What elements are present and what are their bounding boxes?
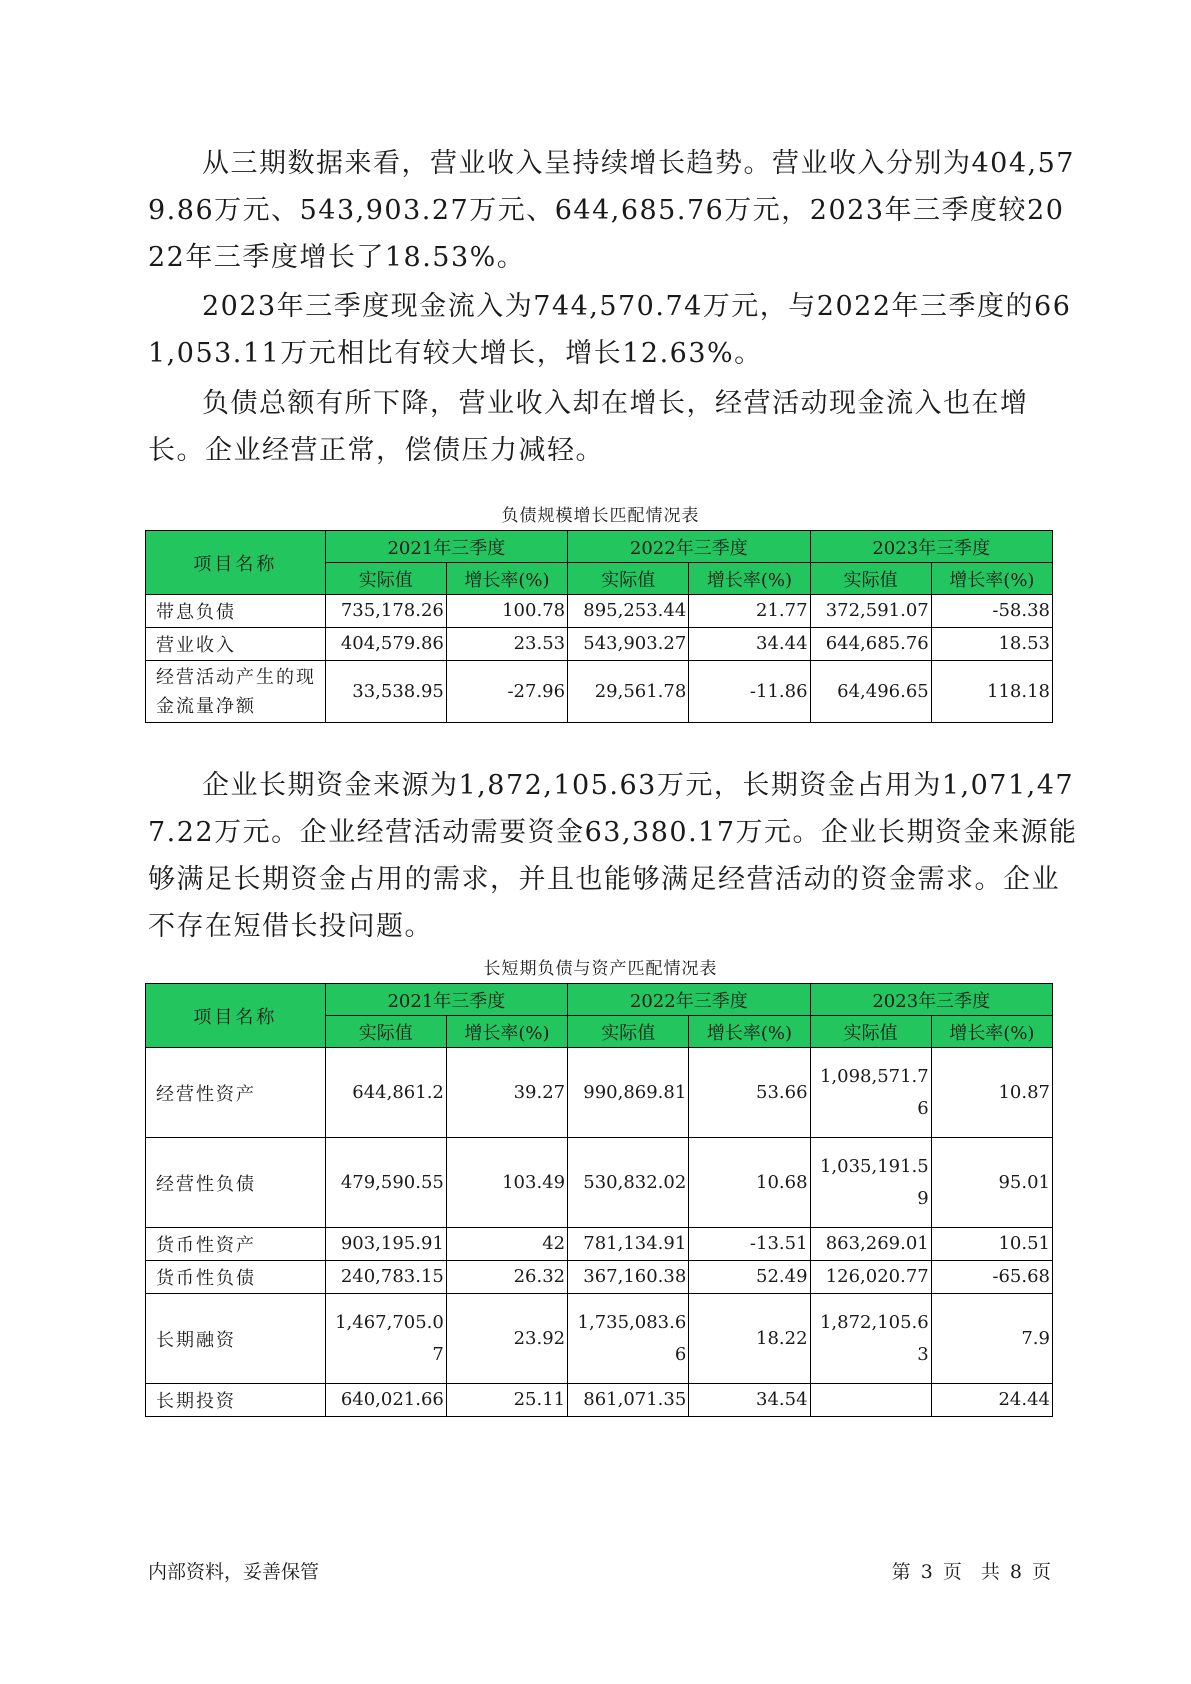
table-row [146,661,1053,723]
table-row [146,1261,1053,1294]
cell-value: 25.11 [446,1384,567,1417]
cell-value: -11.86 [689,661,810,723]
row-name: 带息负债 [146,595,326,628]
header-item-name: 项目名称 [146,531,326,595]
paragraph-debt: 负债总额有所下降，营业收入却在增长，经营活动现金流入也在增长。企业经营正常，偿债压力减轻。 [148,388,1029,466]
cell-value: 861,071.35 [568,1384,689,1417]
row-name: 长期融资 [146,1294,326,1384]
footer-page-number: 第 3 页 共 8 页 [891,1561,1051,1583]
cell-value: 895,253.44 [568,595,689,628]
cell-value: 990,869.81 [568,1048,689,1138]
cell-value: 644,685.76 [810,628,931,661]
cell-value: 100.78 [446,595,567,628]
header-actual: 实际值 [810,1016,931,1048]
cell-value: 1,098,571.76 [810,1048,931,1138]
table-row [146,1138,1053,1228]
cell-value: -13.51 [689,1228,810,1261]
cell-value: 372,591.07 [810,595,931,628]
cell-value: 29,561.78 [568,661,689,723]
cell-value: 479,590.55 [325,1138,446,1228]
header-period-2023: 2023年三季度 [810,984,1052,1016]
header-growth: 增长率(%) [931,563,1052,595]
footer-confidential-note: 内部资料，妥善保管 [148,1561,320,1583]
cell-value: 781,134.91 [568,1228,689,1261]
cell-value: 863,269.01 [810,1228,931,1261]
debt-growth-table [145,530,1053,723]
cell-value: 640,021.66 [325,1384,446,1417]
asset-liability-match-table [145,983,1053,1417]
row-name: 货币性负债 [146,1261,326,1294]
row-name: 经营性负债 [146,1138,326,1228]
cell-value: 1,035,191.59 [810,1138,931,1228]
cell-value [810,1384,931,1417]
header-growth: 增长率(%) [689,563,810,595]
cell-value: 118.18 [931,661,1052,723]
cell-value: 735,178.26 [325,595,446,628]
cell-value: 903,195.91 [325,1228,446,1261]
table-row [146,1294,1053,1384]
table-row [146,1228,1053,1261]
cell-value: 53.66 [689,1048,810,1138]
row-name: 营业收入 [146,628,326,661]
header-period-2022: 2022年三季度 [568,984,810,1016]
cell-value: 543,903.27 [568,628,689,661]
header-growth: 增长率(%) [446,563,567,595]
header-period-2023: 2023年三季度 [810,531,1052,563]
cell-value: 1,467,705.07 [325,1294,446,1384]
table-row [146,1048,1053,1138]
cell-value: 52.49 [689,1261,810,1294]
cell-value: 10.87 [931,1048,1052,1138]
cell-value: 23.53 [446,628,567,661]
header-growth: 增长率(%) [446,1016,567,1048]
cell-value: 42 [446,1228,567,1261]
header-actual: 实际值 [325,1016,446,1048]
cell-value: -27.96 [446,661,567,723]
cell-value: 1,735,083.66 [568,1294,689,1384]
cell-value: 103.49 [446,1138,567,1228]
header-period-2021: 2021年三季度 [325,984,567,1016]
header-period-2022: 2022年三季度 [568,531,810,563]
cell-value: 24.44 [931,1384,1052,1417]
cell-value: 34.54 [689,1384,810,1417]
header-actual: 实际值 [568,1016,689,1048]
table-row [146,1384,1053,1417]
header-period-2021: 2021年三季度 [325,531,567,563]
header-actual: 实际值 [810,563,931,595]
cell-value: 10.68 [689,1138,810,1228]
paragraph-revenue: 从三期数据来看，营业收入呈持续增长趋势。营业收入分别为404,579.86万元、543,903.27万元、644,685.76万元，2023年三季度较2022年三季度增长了18.53%。 [148,148,1075,273]
cell-value: 18.22 [689,1294,810,1384]
cell-value: 23.92 [446,1294,567,1384]
cell-value: 530,832.02 [568,1138,689,1228]
cell-value: -65.68 [931,1261,1052,1294]
table-row [146,595,1053,628]
row-name: 长期投资 [146,1384,326,1417]
paragraph-cash-inflow: 2023年三季度现金流入为744,570.74万元，与2022年三季度的661,053.11万元相比有较大增长，增长12.63%。 [148,291,1072,369]
cell-value: 18.53 [931,628,1052,661]
cell-value: 26.32 [446,1261,567,1294]
paragraph-long-term-funds: 企业长期资金来源为1,872,105.63万元，长期资金占用为1,071,477.22万元。企业经营活动需要资金63,380.17万元。企业长期资金来源能够满足长期资金占用的需求，并且也能够满足经营活动的资金需求。企业不存在短借长投问题。 [148,770,1078,942]
cell-value: -58.38 [931,595,1052,628]
header-growth: 增长率(%) [931,1016,1052,1048]
cell-value: 240,783.15 [325,1261,446,1294]
table1-caption: 负债规模增长匹配情况表 [501,506,700,526]
cell-value: 1,872,105.63 [810,1294,931,1384]
header-actual: 实际值 [325,563,446,595]
cell-value: 33,538.95 [325,661,446,723]
cell-value: 21.77 [689,595,810,628]
cell-value: 7.9 [931,1294,1052,1384]
header-growth: 增长率(%) [689,1016,810,1048]
cell-value: 39.27 [446,1048,567,1138]
row-name: 经营活动产生的现金流量净额 [146,661,326,723]
table-row [146,628,1053,661]
cell-value: 64,496.65 [810,661,931,723]
row-name: 经营性资产 [146,1048,326,1138]
cell-value: 404,579.86 [325,628,446,661]
cell-value: 644,861.2 [325,1048,446,1138]
cell-value: 10.51 [931,1228,1052,1261]
cell-value: 367,160.38 [568,1261,689,1294]
cell-value: 34.44 [689,628,810,661]
header-item-name: 项目名称 [146,984,326,1048]
table2-caption: 长短期负债与资产匹配情况表 [483,959,718,979]
header-actual: 实际值 [568,563,689,595]
cell-value: 95.01 [931,1138,1052,1228]
row-name: 货币性资产 [146,1228,326,1261]
cell-value: 126,020.77 [810,1261,931,1294]
